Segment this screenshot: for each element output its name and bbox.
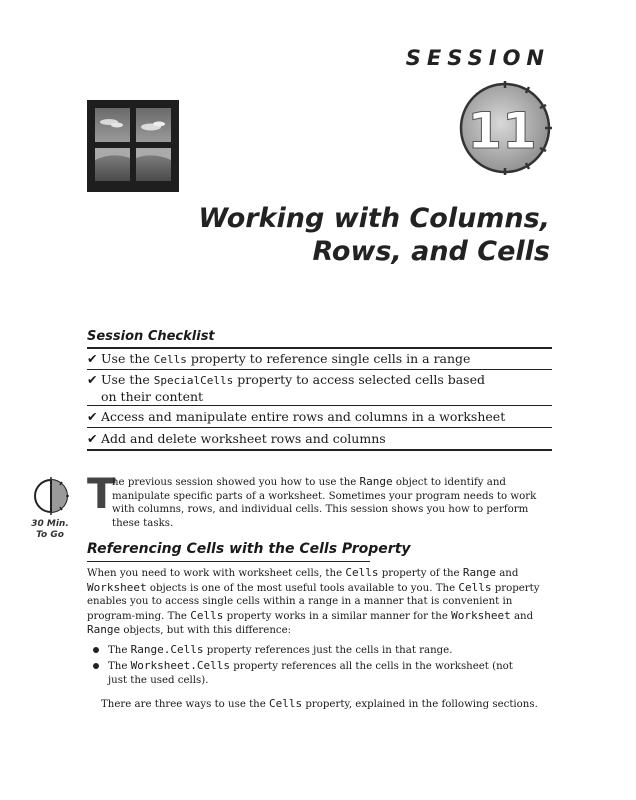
divider xyxy=(87,449,552,451)
checkmark-icon: ✔ xyxy=(87,372,98,387)
session-number: 11 xyxy=(467,102,537,160)
checkmark-icon: ✔ xyxy=(87,431,98,446)
divider xyxy=(87,347,552,349)
checklist-item: ✔ Use the SpecialCells property to access selected cells based on their content xyxy=(87,372,485,404)
chapter-title-line: Rows, and Cells xyxy=(312,236,550,267)
session-label: SESSION xyxy=(405,46,550,70)
body-paragraph: There are three ways to use the Cells property, explained in the following sections. xyxy=(101,697,538,710)
session-number-badge xyxy=(455,78,555,178)
body-paragraph: When you need to work with worksheet cells, the Cells property of the Range and Worksheet objects is one of the most useful tools available to you. The Cells property enables you to access single cells within a range in a manner that is convenient in program-ming. The Cells property works in a similar manner for the Worksheet and Range objects, but with this difference: xyxy=(87,566,540,637)
section-heading: Referencing Cells with the Cells Property xyxy=(87,541,411,557)
timer-icon xyxy=(31,476,71,516)
checkmark-icon: ✔ xyxy=(87,409,98,424)
list-item: The Worksheet.Cells property references all the cells in the worksheet (not just the used cells). xyxy=(93,659,533,687)
checkmark-icon: ✔ xyxy=(87,351,98,366)
checklist-item: ✔ Use the Cells property to reference single cells in a range xyxy=(87,351,471,366)
divider xyxy=(87,427,552,428)
chapter-title xyxy=(198,202,550,268)
divider xyxy=(87,369,552,370)
checklist-item: ✔ Add and delete worksheet rows and columns xyxy=(87,431,386,446)
window-logo-icon xyxy=(87,100,179,192)
drop-cap: T xyxy=(87,469,116,518)
bullet-icon xyxy=(93,647,99,653)
divider xyxy=(87,405,552,406)
checklist-heading: Session Checklist xyxy=(87,329,215,344)
checklist-item: ✔ Access and manipulate entire rows and columns in a worksheet xyxy=(87,409,506,424)
bullet-icon xyxy=(93,663,99,669)
timer-label: 30 Min. To Go xyxy=(31,519,69,540)
chapter-title-line: Working with Columns, xyxy=(198,203,550,234)
list-item: The Range.Cells property references just the cells in that range. xyxy=(93,643,533,658)
intro-paragraph: he previous session showed you how to use the Range object to identify and manipulate specific parts of a worksheet. Sometimes your program needs to work with columns, rows, and individual cells. This session shows you how to perform these tasks. xyxy=(112,475,537,529)
divider xyxy=(87,561,370,562)
